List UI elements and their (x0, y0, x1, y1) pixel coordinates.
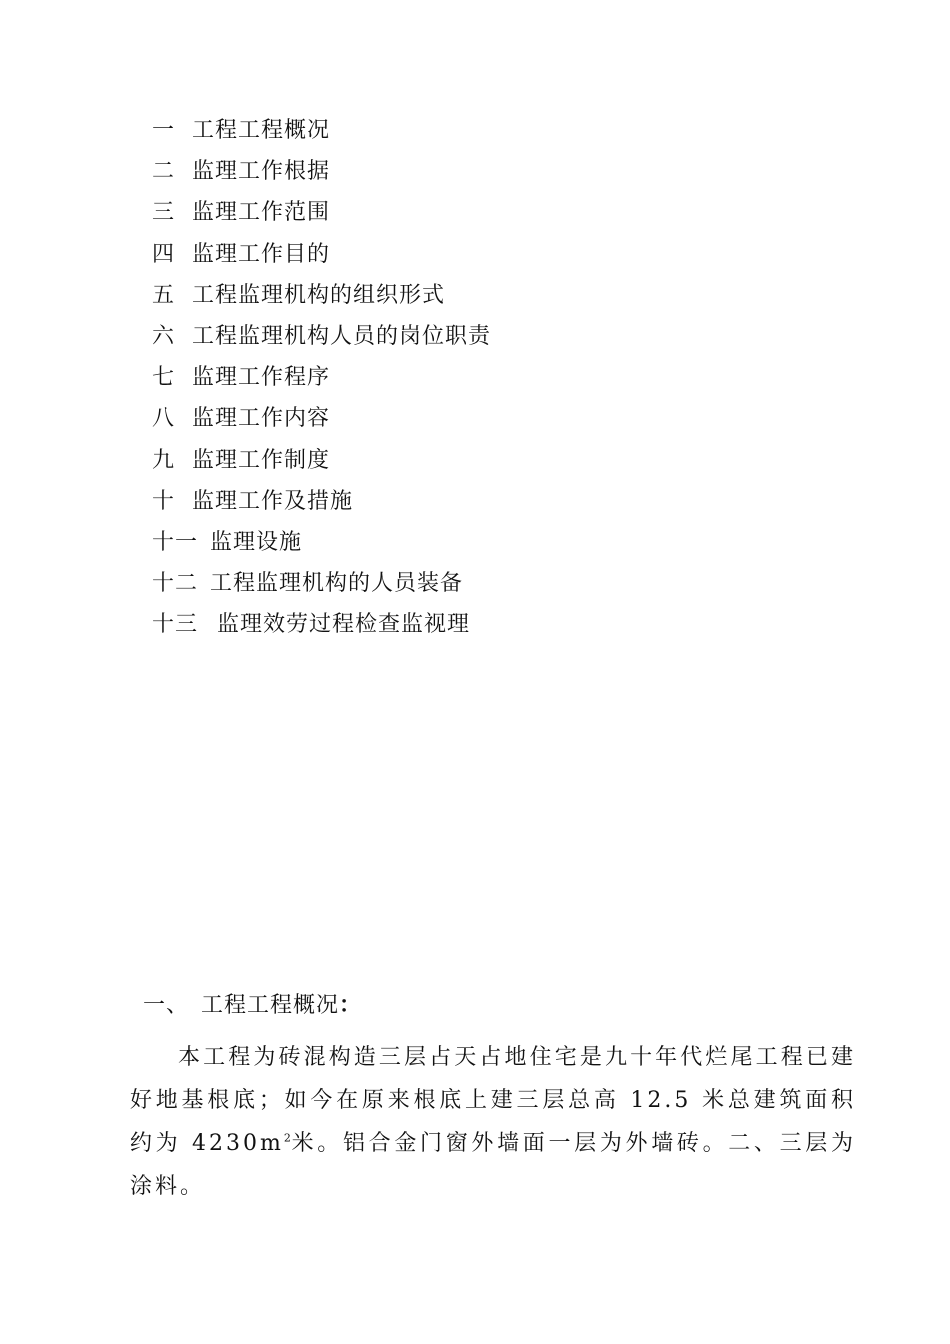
toc-item-number: 十二 (152, 571, 199, 597)
toc-item-number: 六 (152, 323, 176, 349)
toc-item-number: 九 (152, 447, 176, 473)
toc-item-title: 监理工作根据 (192, 159, 331, 185)
toc-item (152, 567, 491, 608)
toc-item-title: 工程监理机构人员的岗位职责 (192, 323, 492, 349)
toc-item (152, 320, 491, 361)
toc-item-number: 五 (152, 282, 176, 308)
toc-item-title: 监理工作目的 (192, 241, 331, 267)
toc-item-number: 四 (152, 241, 176, 267)
section-colon: ： (339, 992, 363, 1018)
toc-item (152, 238, 491, 279)
toc-item-number: 三 (152, 200, 176, 226)
section-heading (143, 988, 362, 1023)
table-of-contents (152, 114, 491, 649)
toc-item-title: 监理工作及措施 (192, 488, 354, 514)
toc-item (152, 361, 491, 402)
paragraph-text-part2: 米。铝合金门窗外墙面一层为外墙砖。二、三层为涂料。 (130, 1131, 856, 1199)
toc-item-number: 八 (152, 406, 176, 432)
toc-item (152, 485, 491, 526)
toc-item (152, 608, 491, 649)
toc-item (152, 196, 491, 237)
toc-item-number: 七 (152, 365, 176, 391)
toc-item-title: 监理工作范围 (192, 200, 331, 226)
paragraph-text-part1: 本工程为砖混构造三层占天占地住宅是九十年代烂尾工程已建好地基根底；如今在原来根底上建三层总高 12.5 米总建筑面积约为 4230m (130, 1045, 856, 1156)
toc-item-title: 监理工作制度 (192, 447, 331, 473)
project-overview-paragraph (130, 1036, 856, 1208)
toc-item (152, 402, 491, 443)
toc-item (152, 526, 491, 567)
toc-item-number: 二 (152, 159, 176, 185)
toc-item (152, 444, 491, 485)
toc-item-title: 工程监理机构的人员装备 (210, 571, 464, 597)
toc-item (152, 114, 491, 155)
toc-item (152, 279, 491, 320)
toc-item-number: 十 (152, 488, 176, 514)
toc-item-title: 工程工程概况 (192, 118, 331, 143)
toc-item-title: 监理工作内容 (192, 406, 331, 432)
section-title: 工程工程概况 (201, 993, 340, 1018)
toc-item (152, 155, 491, 196)
toc-item-number: 十三 (152, 612, 199, 638)
toc-item-title: 监理工作程序 (192, 365, 331, 391)
section-number: 一、 (143, 993, 190, 1018)
toc-item-number: 一 (152, 118, 176, 143)
toc-item-number: 十一 (152, 529, 199, 555)
toc-item-title: 监理效劳过程检查监视理 (217, 612, 471, 638)
area-unit-superscript: 2 (283, 1131, 291, 1145)
toc-item-title: 监理设施 (210, 529, 303, 555)
toc-item-title: 工程监理机构的组织形式 (192, 282, 446, 308)
